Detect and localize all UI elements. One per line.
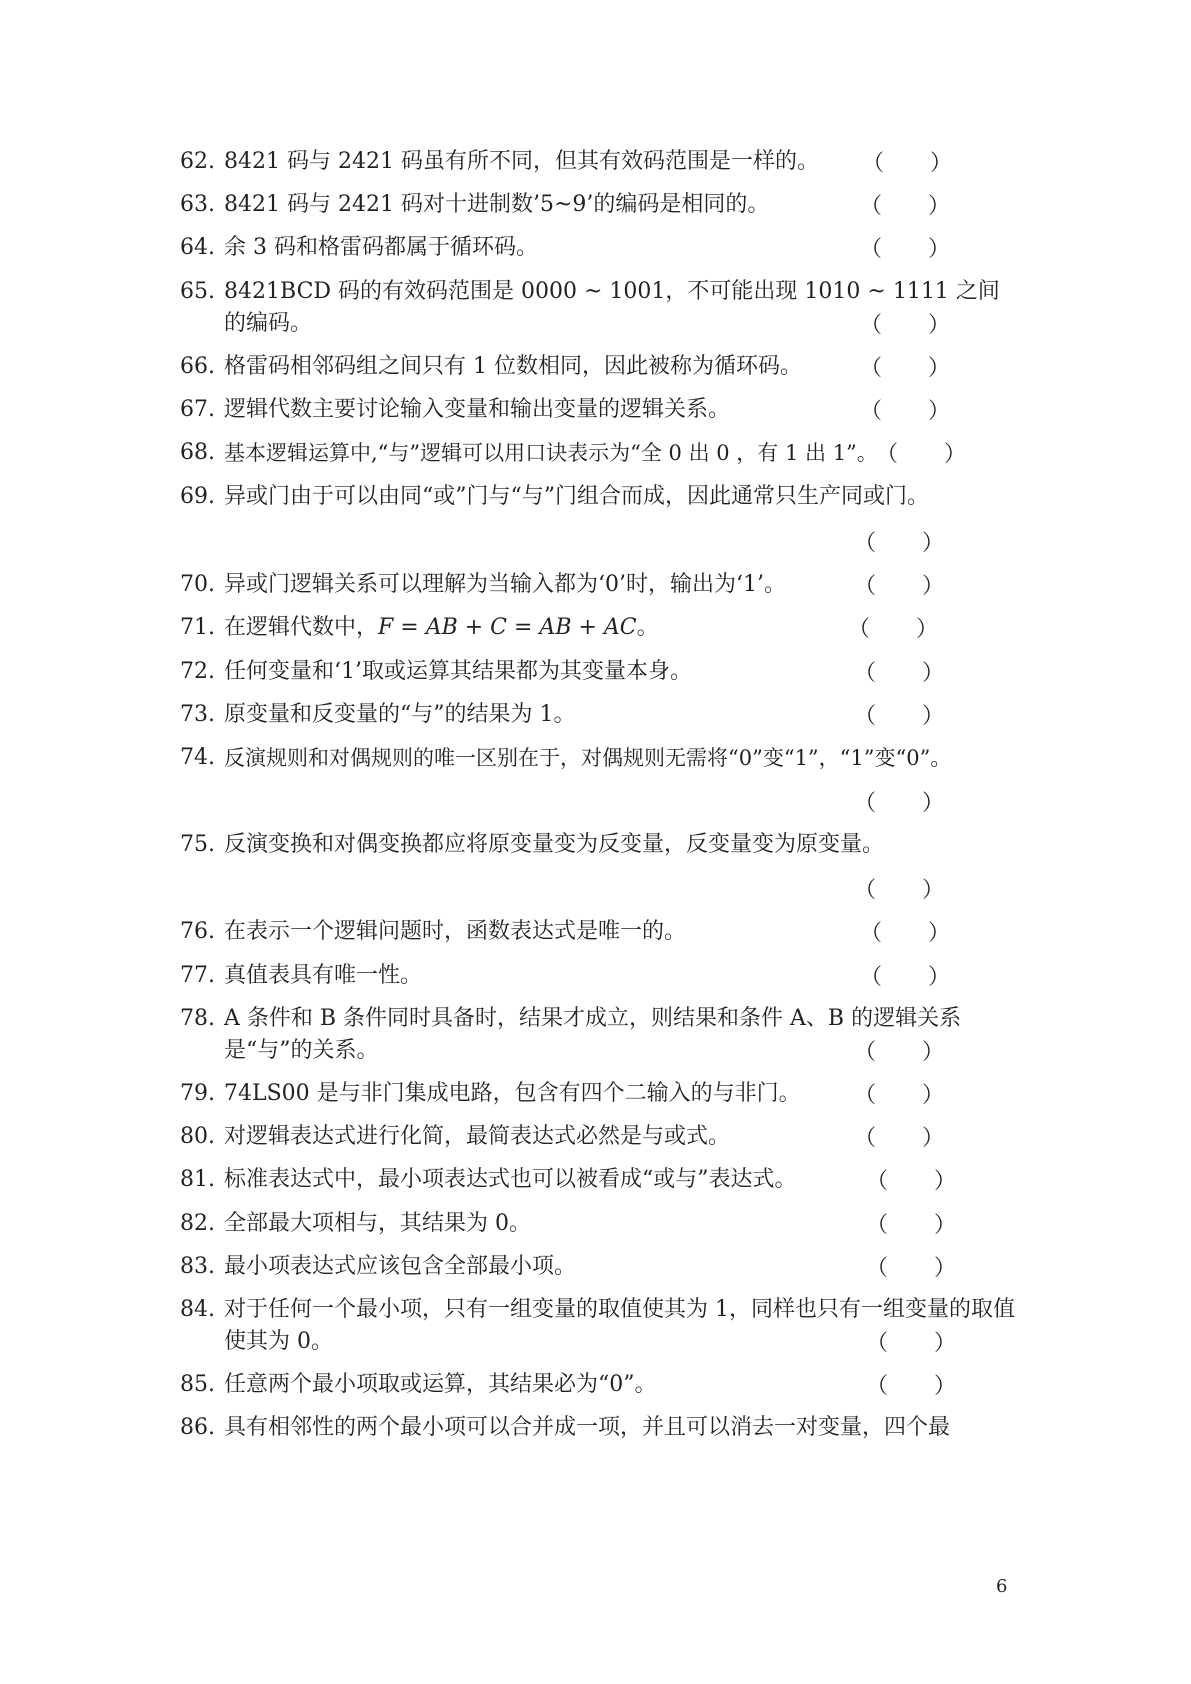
answer-blank-69[interactable] (854, 526, 944, 558)
close-paren: ） (921, 661, 944, 686)
question-number: 66. (180, 354, 215, 379)
close-paren: ） (933, 1331, 956, 1356)
close-paren: ） (927, 965, 950, 990)
question-text: 原变量和反变量的“与”的结果为 1。 (224, 702, 576, 727)
open-paren: （ (854, 531, 877, 556)
open-paren: （ (854, 1040, 877, 1065)
question-text: 真值表具有唯一性。 (224, 963, 423, 988)
question-number: 64. (180, 235, 215, 260)
answer-blank-75[interactable] (854, 873, 944, 905)
close-paren: ） (943, 442, 966, 467)
open-paren: （ (866, 1169, 889, 1194)
close-paren: ） (933, 1213, 956, 1238)
open-paren: （ (854, 704, 877, 729)
question-number: 63. (180, 192, 215, 217)
question-text: 全部最大项相与，其结果为 0。 (224, 1211, 531, 1236)
question-text: 余 3 码和格雷码都属于循环码。 (224, 235, 538, 260)
question-86 (180, 1412, 1020, 1444)
open-paren: （ (860, 965, 883, 990)
close-paren: ） (921, 878, 944, 903)
question-number: 79. (180, 1081, 215, 1106)
question-text: 格雷码相邻码组之间只有 1 位数相同，因此被称为循环码。 (224, 354, 802, 379)
question-number: 65. (180, 279, 215, 304)
open-paren: （ (860, 399, 883, 424)
question-text: 对于任何一个最小项，只有一组变量的取值使其为 1，同样也只有一组变量的取值使其为 0。 (224, 1297, 1015, 1354)
answer-blank-72[interactable] (854, 656, 944, 688)
question-text: 8421 码与 2421 码虽有所不同，但其有效码范围是一样的。 (224, 149, 819, 174)
question-number: 76. (180, 919, 215, 944)
question-text: 标准表达式中，最小项表达式也可以被看成“或与”表达式。 (224, 1167, 797, 1192)
question-text-lead: 在逻辑代数中， (224, 615, 379, 640)
close-paren: ） (921, 531, 944, 556)
question-number: 70. (180, 572, 215, 597)
question-number: 67. (180, 397, 215, 422)
question-text: 具有相邻性的两个最小项可以合并成一项，并且可以消去一对变量，四个最 (224, 1415, 951, 1440)
close-paren: ） (927, 194, 950, 219)
open-paren: （ (860, 921, 883, 946)
open-paren: （ (854, 1126, 877, 1151)
close-paren: ） (921, 1040, 944, 1065)
question-number: 77. (180, 963, 215, 988)
question-text: 异或门逻辑关系可以理解为当输入都为‘0’时，输出为‘1’。 (224, 572, 786, 597)
close-paren: ） (929, 151, 952, 176)
answer-blank-68[interactable] (876, 437, 966, 469)
question-text-tail: 。 (636, 615, 659, 640)
page-number: 6 (996, 1576, 1008, 1597)
answer-blank-78[interactable] (854, 1035, 944, 1067)
open-paren: （ (854, 1083, 877, 1108)
question-text: 任意两个最小项取或运算，其结果必为“0”。 (224, 1372, 657, 1397)
answer-blank-67[interactable] (860, 394, 950, 426)
question-text: 8421 码与 2421 码对十进制数’5~9’的编码是相同的。 (224, 192, 770, 217)
answer-blank-79[interactable] (854, 1078, 944, 1110)
question-number: 62. (180, 149, 215, 174)
close-paren: ） (927, 313, 950, 338)
open-paren: （ (860, 313, 883, 338)
close-paren: ） (933, 1256, 956, 1281)
question-text: 异或门由于可以由同“或”门与“与”门组合而成，因此通常只生产同或门。 (224, 484, 929, 509)
question-number: 85. (180, 1372, 215, 1397)
close-paren: ） (927, 399, 950, 424)
question-number: 71. (180, 615, 215, 640)
answer-blank-77[interactable] (860, 960, 950, 992)
question-number: 80. (180, 1124, 215, 1149)
open-paren: （ (860, 194, 883, 219)
answer-blank-71[interactable] (848, 612, 938, 644)
open-paren: （ (862, 151, 885, 176)
close-paren: ） (921, 791, 944, 816)
question-text: 在表示一个逻辑问题时，函数表达式是唯一的。 (224, 919, 687, 944)
question-text: 8421BCD 码的有效码范围是 0000 ~ 1001，不可能出现 1010 ~ 1111 之间的编码。 (224, 279, 1000, 336)
answer-blank-83[interactable] (866, 1251, 956, 1283)
question-text: 对逻辑表达式进行化简，最简表达式必然是与或式。 (224, 1124, 731, 1149)
question-text: 反演规则和对偶规则的唯一区别在于，对偶规则无需将“0”变“1”，“1”变“0”。 (224, 746, 952, 770)
answer-blank-76[interactable] (860, 916, 950, 948)
answer-blank-81[interactable] (866, 1164, 956, 1196)
answer-blank-70[interactable] (854, 569, 944, 601)
question-number: 68. (180, 440, 215, 465)
question-text: 最小项表达式应该包含全部最小项。 (224, 1254, 577, 1279)
open-paren: （ (848, 617, 871, 642)
answer-blank-85[interactable] (866, 1369, 956, 1401)
question-text: 基本逻辑运算中,“与”逻辑可以用口诀表示为“全 0 出 0 ，有 1 出 1”。 (224, 441, 878, 465)
close-paren: ） (915, 617, 938, 642)
open-paren: （ (876, 442, 899, 467)
open-paren: （ (866, 1374, 889, 1399)
question-number: 75. (180, 832, 215, 857)
answer-blank-82[interactable] (866, 1208, 956, 1240)
close-paren: ） (933, 1169, 956, 1194)
question-number: 84. (180, 1297, 215, 1322)
question-number: 74. (180, 745, 215, 770)
open-paren: （ (866, 1331, 889, 1356)
answer-blank-84[interactable] (866, 1326, 956, 1358)
open-paren: （ (854, 878, 877, 903)
open-paren: （ (866, 1256, 889, 1281)
close-paren: ） (921, 1126, 944, 1151)
answer-blank-63[interactable] (860, 189, 950, 221)
close-paren: ） (921, 574, 944, 599)
close-paren: ） (921, 704, 944, 729)
open-paren: （ (854, 661, 877, 686)
question-number: 78. (180, 1006, 215, 1031)
question-text: 反演变换和对偶变换都应将原变量变为反变量，反变量变为原变量。 (224, 832, 885, 857)
answer-blank-73[interactable] (854, 699, 944, 731)
question-number: 73. (180, 702, 215, 727)
close-paren: ） (921, 1083, 944, 1108)
open-paren: （ (854, 791, 877, 816)
logic-formula: F = AB + C = AB + AC (378, 615, 637, 640)
open-paren: （ (866, 1213, 889, 1238)
question-number: 83. (180, 1254, 215, 1279)
question-text: 逻辑代数主要讨论输入变量和输出变量的逻辑关系。 (224, 397, 731, 422)
question-text: A 条件和 B 条件同时具备时，结果才成立，则结果和条件 A、B 的逻辑关系是“与”的关系。 (224, 1006, 962, 1063)
question-69 (180, 481, 1020, 513)
close-paren: ） (933, 1374, 956, 1399)
question-text: 74LS00 是与非门集成电路，包含有四个二输入的与非门。 (224, 1081, 801, 1106)
question-number: 81. (180, 1167, 215, 1192)
answer-blank-64[interactable] (860, 232, 950, 264)
answer-blank-66[interactable] (860, 351, 950, 383)
question-74 (180, 742, 1020, 774)
question-number: 86. (180, 1415, 215, 1440)
close-paren: ） (927, 237, 950, 262)
close-paren: ） (927, 356, 950, 381)
answer-blank-80[interactable] (854, 1121, 944, 1153)
question-75 (180, 829, 1020, 861)
open-paren: （ (860, 237, 883, 262)
answer-blank-65[interactable] (860, 308, 950, 340)
open-paren: （ (854, 574, 877, 599)
close-paren: ） (927, 921, 950, 946)
question-text: 任何变量和‘1’取或运算其结果都为其变量本身。 (224, 659, 692, 684)
open-paren: （ (860, 356, 883, 381)
question-number: 72. (180, 659, 215, 684)
question-number: 82. (180, 1211, 215, 1236)
answer-blank-62[interactable] (862, 146, 952, 178)
question-number: 69. (180, 484, 215, 509)
answer-blank-74[interactable] (854, 786, 944, 818)
